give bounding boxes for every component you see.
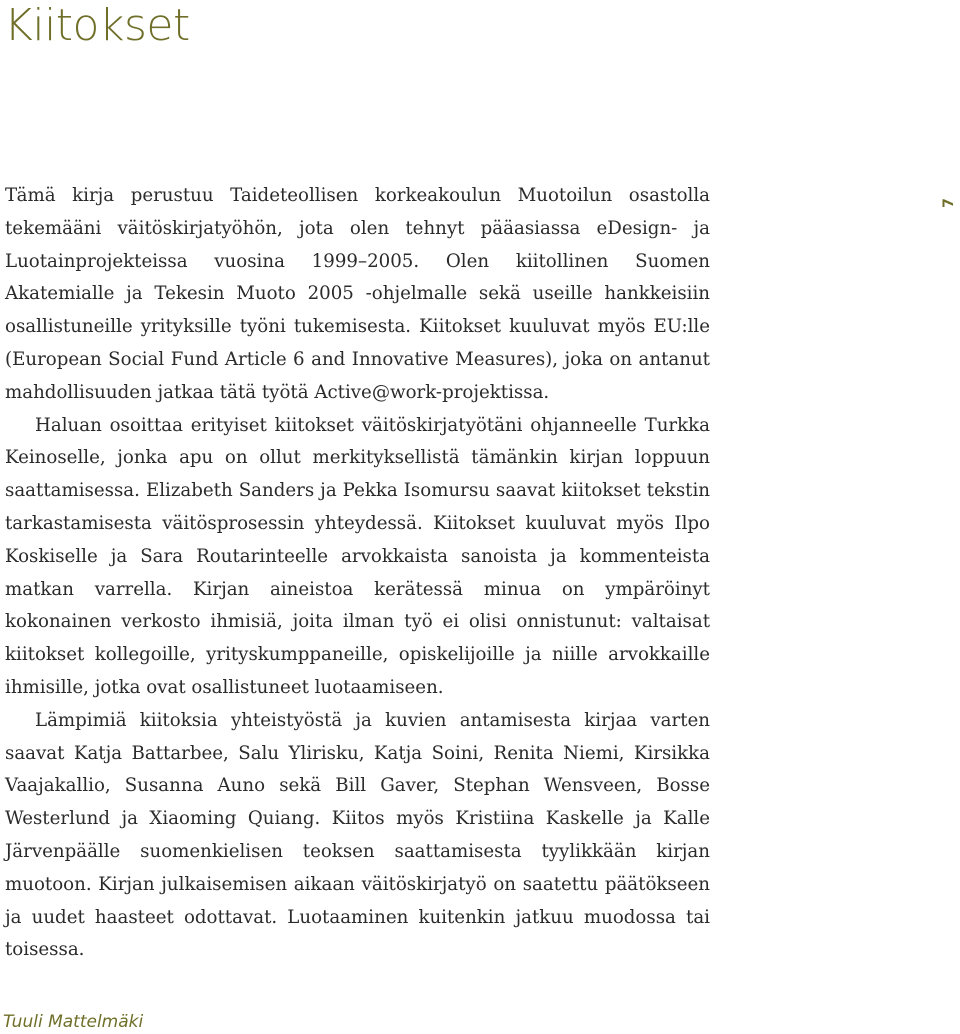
paragraph: Tämä kirja perustuu Taideteollisen korkeakoulun Muotoilun osastolla tekemääni väitöskirjatyöhön, jota olen tehnyt pääasiassa eDesign- ja Luotainprojekteissa vuosina 1999–2005. Olen kiitollinen Suomen Akatemialle ja Tekesin Muoto 2005 -ohjelmalle sekä useille hankkeisiin osallistuneille yrityksille työni tukemisesta. Kiitokset kuuluvat myös EU:lle (European Social Fund Article 6 and Innovative Measures), joka on antanut mahdollisuuden jatkaa tätä työtä Active@work-projektissa. bbox=[5, 185, 710, 403]
page-title: Kiitokset bbox=[4, 0, 190, 51]
author-signature: Tuuli Mattelmäki bbox=[3, 1012, 144, 1032]
paragraph: Lämpimiä kiitoksia yhteistyöstä ja kuvien antamisesta kirjaa varten saavat Katja Battarbee, Salu Ylirisku, Katja Soini, Renita Niemi, Kirsikka Vaajakallio, Susanna Auno sekä Bill Gaver, Stephan Wensveen, Bosse Westerlund ja Xiaoming Quiang. Kiitos myös Kristiina Kaskelle ja Kalle Järvenpäälle suomenkielisen teoksen saattamisesta tyylikkään kirjan muotoon. Kirjan julkaisemisen aikaan väitöskirjatyö on saatettu päätökseen ja uudet haasteet odottavat. Luotaaminen kuitenkin jatkuu muodossa tai toisessa. bbox=[5, 709, 710, 961]
paragraph: Haluan osoittaa erityiset kiitokset väitöskirjatyötäni ohjanneelle Turkka Keinoselle, jonka apu on ollut merkityksellistä tämänkin kirjan loppuun saattamisessa. Elizabeth Sanders ja Pekka Isomursu saavat kiitokset tekstin tarkastamisesta väitösprosessin yhteydessä. Kiitokset kuuluvat myös Ilpo Koskiselle ja Sara Routarinteelle arvokkaista sanoista ja kommenteista matkan varrella. Kirjan aineistoa kerätessä minua on ympäröinyt kokonainen verkosto ihmisiä, joita ilman työ ei olisi onnistunut: valtaisat kiitokset kollegoille, yrityskumppaneille, opiskelijoille ja niille arvokkaille ihmisille, jotka ovat osallistuneet luotaamiseen. bbox=[5, 414, 710, 698]
body-text bbox=[5, 180, 710, 967]
page-number: 7 bbox=[941, 198, 957, 208]
